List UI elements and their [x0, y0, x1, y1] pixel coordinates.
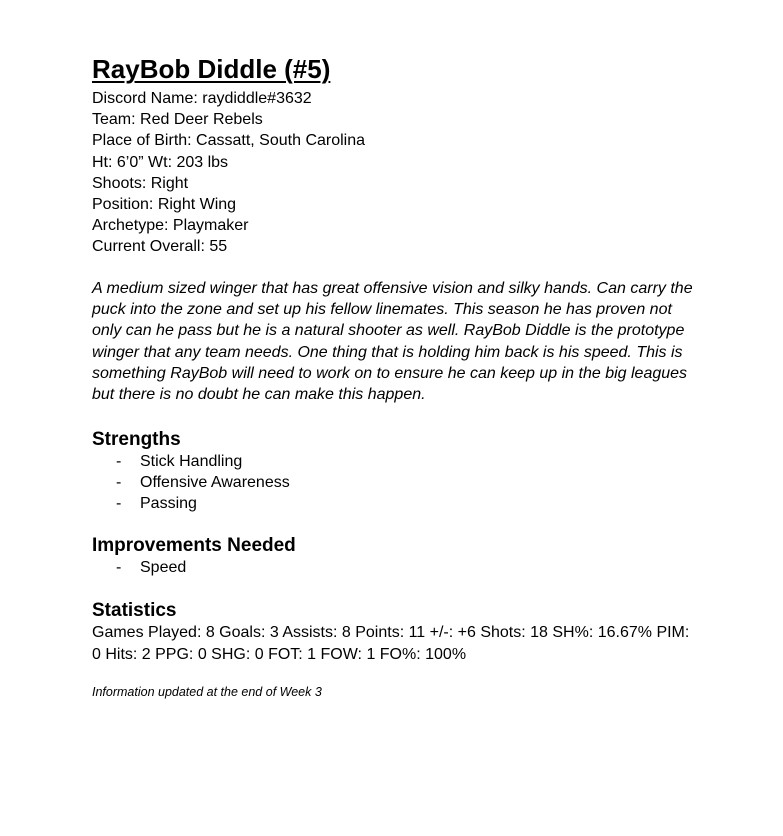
improvements-list [92, 557, 712, 578]
statistics-heading: Statistics [92, 600, 177, 622]
place-of-birth: Place of Birth: Cassatt, South Carolina [92, 132, 366, 150]
strengths-heading: Strengths [92, 429, 181, 451]
player-description: A medium sized winger that has great offensive vision and silky hands. Can carry the puck into the zone and set up his fellow linemates. This season he has proven not only can he pass but he is a natural shooter as well. RayBob Diddle is the prototype winger that any team needs. One thing that is holding him back is his speed. This is something RayBob will need to work on to ensure he can keep up in the big leagues but there is no doubt he can make this happen. [92, 279, 693, 404]
list-item [92, 557, 712, 578]
bullet-marker: - [116, 474, 122, 492]
bullet-marker: - [116, 453, 122, 471]
statistics-text: Games Played: 8 Goals: 3 Assists: 8 Points: 11 +/-: +6 Shots: 18 SH%: 16.67% PIM: 0 Hits: 2 PPG: 0 SHG: 0 FOT: 1 FOW: 1 FO%: 100% [92, 624, 690, 663]
bullet-marker: - [116, 559, 122, 577]
improvements-section [92, 535, 712, 578]
list-item-label: Speed [140, 559, 187, 577]
list-item [92, 472, 712, 493]
position: Position: Right Wing [92, 196, 237, 214]
height-weight: Ht: 6’0” Wt: 203 lbs [92, 153, 229, 171]
list-item [92, 493, 712, 514]
archetype: Archetype: Playmaker [92, 217, 249, 235]
statistics-section [92, 600, 712, 665]
player-info [92, 88, 712, 258]
improvements-heading: Improvements Needed [92, 535, 296, 557]
list-item [92, 451, 712, 472]
current-overall: Current Overall: 55 [92, 238, 228, 256]
document-page [92, 52, 712, 700]
team: Team: Red Deer Rebels [92, 111, 263, 129]
list-item-label: Passing [140, 495, 197, 513]
strengths-section [92, 429, 712, 514]
bullet-marker: - [116, 495, 122, 513]
list-item-label: Offensive Awareness [140, 474, 290, 492]
shoots: Shoots: Right [92, 174, 189, 192]
update-footnote: Information updated at the end of Week 3 [92, 685, 322, 700]
discord-name: Discord Name: raydiddle#3632 [92, 90, 312, 107]
page-title: RayBob Diddle (#5) [92, 54, 331, 84]
list-item-label: Stick Handling [140, 453, 243, 471]
strengths-list [92, 451, 712, 514]
